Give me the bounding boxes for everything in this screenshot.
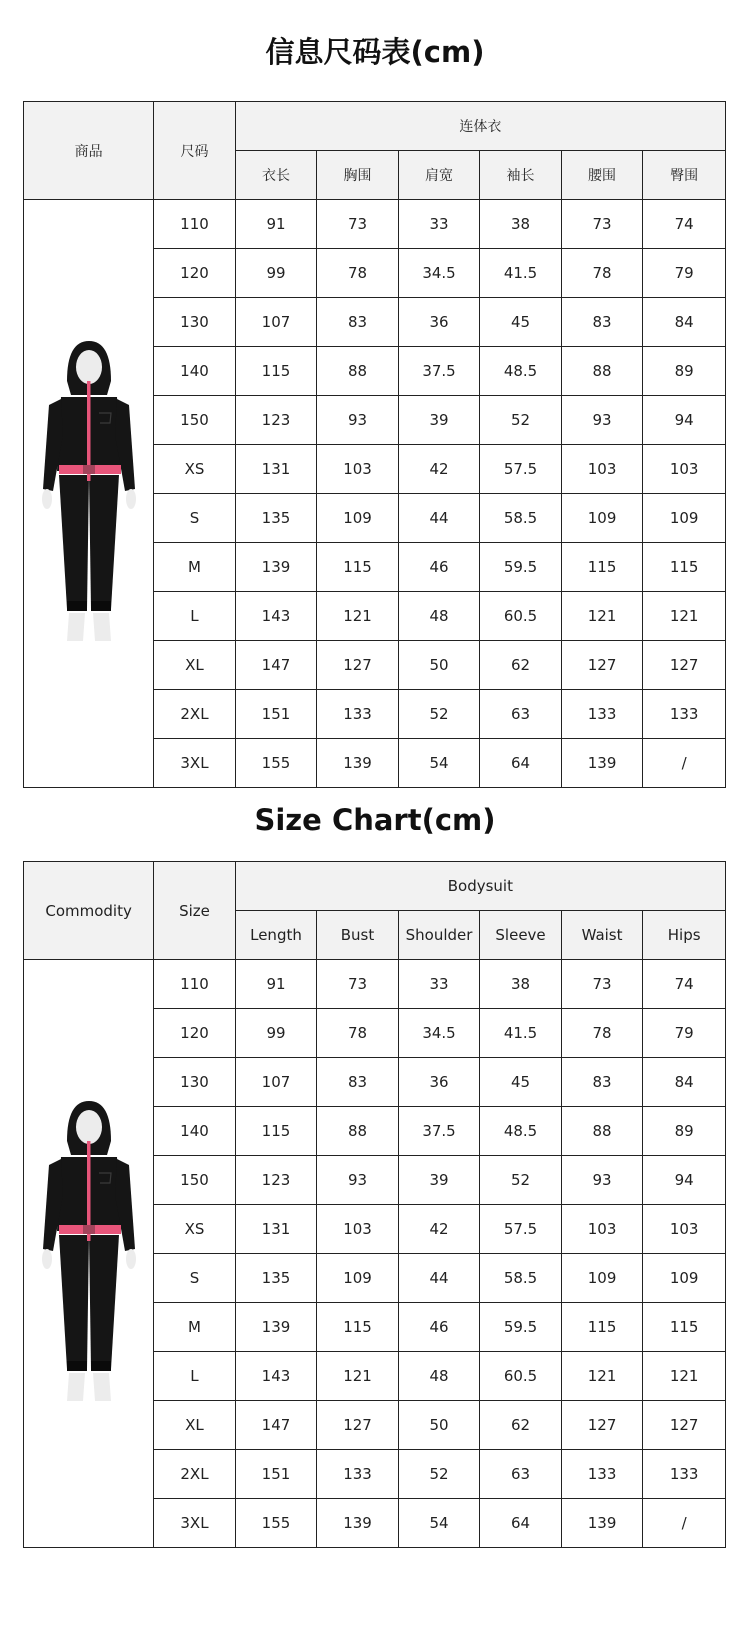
measurement-cell: 127 [643,1401,726,1450]
size-cell: 150 [154,396,236,445]
product-image-cell [24,200,154,788]
size-cell: XL [154,641,236,690]
measurement-cell: 37.5 [398,347,480,396]
commodity-header: 商品 [24,102,154,200]
measurement-cell: 63 [480,690,562,739]
measurement-cell: 94 [643,1156,726,1205]
measurement-cell: 123 [235,396,317,445]
measurement-cell: / [643,739,726,788]
measurement-cell: 45 [480,1058,562,1107]
table-row [24,200,726,249]
measurement-cell: 73 [561,960,643,1009]
size-header: 尺码 [154,102,236,200]
measurement-cell: 115 [643,1303,726,1352]
size-chart-title-cn: 信息尺码表(cm) [265,35,485,69]
measurement-cell: 143 [235,1352,317,1401]
measurement-cell: 41.5 [480,249,562,298]
measurement-cell: 93 [561,396,643,445]
size-cell: L [154,1352,236,1401]
measurement-cell: 135 [235,494,317,543]
measurement-cell: 73 [317,960,399,1009]
measurement-cell: 135 [235,1254,317,1303]
measurement-cell: 38 [480,200,562,249]
measurement-cell: 78 [561,1009,643,1058]
measurement-cell: 133 [561,1450,643,1499]
measurement-cell: 127 [561,641,643,690]
col-header-waist: Waist [561,911,643,960]
measurement-cell: 147 [235,641,317,690]
measurement-cell: 42 [398,445,480,494]
measurement-cell: 121 [561,1352,643,1401]
measurement-cell: 63 [480,1450,562,1499]
size-cell: M [154,1303,236,1352]
measurement-cell: 139 [561,739,643,788]
measurement-cell: 99 [235,249,317,298]
measurement-cell: 52 [480,396,562,445]
measurement-cell: 48 [398,592,480,641]
measurement-cell: 99 [235,1009,317,1058]
measurement-cell: 115 [317,1303,399,1352]
measurement-cell: 123 [235,1156,317,1205]
measurement-cell: 83 [561,1058,643,1107]
size-cell: S [154,1254,236,1303]
measurement-cell: 45 [480,298,562,347]
measurement-cell: 133 [643,1450,726,1499]
measurement-cell: 74 [643,200,726,249]
size-cell: XL [154,1401,236,1450]
measurement-cell: 78 [561,249,643,298]
measurement-cell: 34.5 [398,1009,480,1058]
measurement-cell: 78 [317,249,399,298]
measurement-cell: 109 [317,1254,399,1303]
measurement-cell: 103 [643,1205,726,1254]
jumpsuit-figure-image [37,1099,141,1409]
measurement-cell: 57.5 [480,1205,562,1254]
measurement-cell: 151 [235,1450,317,1499]
measurement-cell: 62 [480,1401,562,1450]
measurement-cell: 52 [398,1450,480,1499]
measurement-cell: 52 [398,690,480,739]
measurement-cell: 33 [398,960,480,1009]
measurement-cell: 133 [317,690,399,739]
size-cell: 120 [154,1009,236,1058]
measurement-cell: 131 [235,445,317,494]
col-header-shoulder: Shoulder [398,911,480,960]
measurement-cell: 94 [643,396,726,445]
col-header-hips: 臀围 [643,151,726,200]
measurement-cell: 41.5 [480,1009,562,1058]
measurement-cell: 54 [398,1499,480,1548]
measurement-cell: 151 [235,690,317,739]
size-cell: 140 [154,1107,236,1156]
measurement-cell: 58.5 [480,1254,562,1303]
measurement-cell: 121 [643,592,726,641]
measurement-cell: / [643,1499,726,1548]
measurement-cell: 33 [398,200,480,249]
measurement-cell: 109 [561,494,643,543]
size-cell: L [154,592,236,641]
size-cell: XS [154,445,236,494]
measurement-cell: 78 [317,1009,399,1058]
size-table-cn [23,101,726,788]
col-header-length: 衣长 [235,151,317,200]
measurement-cell: 57.5 [480,445,562,494]
measurement-cell: 89 [643,347,726,396]
measurement-cell: 37.5 [398,1107,480,1156]
measurement-cell: 133 [317,1450,399,1499]
size-cell: XS [154,1205,236,1254]
group-header: Bodysuit [235,862,725,911]
measurement-cell: 44 [398,494,480,543]
measurement-cell: 139 [317,1499,399,1548]
size-header: Size [154,862,236,960]
measurement-cell: 88 [317,347,399,396]
size-table-en [23,861,726,1548]
measurement-cell: 103 [317,445,399,494]
measurement-cell: 115 [643,543,726,592]
measurement-cell: 46 [398,543,480,592]
measurement-cell: 127 [317,1401,399,1450]
measurement-cell: 64 [480,739,562,788]
measurement-cell: 131 [235,1205,317,1254]
measurement-cell: 48.5 [480,1107,562,1156]
measurement-cell: 83 [317,1058,399,1107]
measurement-cell: 52 [480,1156,562,1205]
measurement-cell: 60.5 [480,592,562,641]
measurement-cell: 60.5 [480,1352,562,1401]
measurement-cell: 73 [561,200,643,249]
table-row [24,960,726,1009]
measurement-cell: 79 [643,1009,726,1058]
measurement-cell: 121 [561,592,643,641]
measurement-cell: 133 [643,690,726,739]
measurement-cell: 139 [235,543,317,592]
measurement-cell: 139 [235,1303,317,1352]
measurement-cell: 115 [561,1303,643,1352]
measurement-cell: 88 [317,1107,399,1156]
size-cell: 2XL [154,690,236,739]
measurement-cell: 121 [643,1352,726,1401]
table-header-row [24,862,726,911]
measurement-cell: 107 [235,1058,317,1107]
size-chart-title-en: Size Chart(cm) [254,803,496,837]
measurement-cell: 139 [317,739,399,788]
measurement-cell: 39 [398,1156,480,1205]
measurement-cell: 103 [643,445,726,494]
col-header-sleeve: Sleeve [480,911,562,960]
measurement-cell: 109 [561,1254,643,1303]
measurement-cell: 91 [235,960,317,1009]
measurement-cell: 109 [643,494,726,543]
col-header-sleeve: 袖长 [480,151,562,200]
measurement-cell: 93 [561,1156,643,1205]
col-header-length: Length [235,911,317,960]
size-cell: 130 [154,1058,236,1107]
col-header-shoulder: 肩宽 [398,151,480,200]
measurement-cell: 48 [398,1352,480,1401]
measurement-cell: 73 [317,200,399,249]
size-cell: 3XL [154,739,236,788]
measurement-cell: 88 [561,1107,643,1156]
measurement-cell: 121 [317,1352,399,1401]
col-header-hips: Hips [643,911,726,960]
size-cell: 2XL [154,1450,236,1499]
measurement-cell: 42 [398,1205,480,1254]
measurement-cell: 91 [235,200,317,249]
col-header-waist: 腰围 [561,151,643,200]
measurement-cell: 59.5 [480,543,562,592]
measurement-cell: 46 [398,1303,480,1352]
measurement-cell: 93 [317,1156,399,1205]
measurement-cell: 103 [317,1205,399,1254]
measurement-cell: 143 [235,592,317,641]
measurement-cell: 103 [561,445,643,494]
size-cell: 110 [154,200,236,249]
measurement-cell: 83 [561,298,643,347]
measurement-cell: 109 [317,494,399,543]
size-cell: S [154,494,236,543]
measurement-cell: 38 [480,960,562,1009]
measurement-cell: 115 [561,543,643,592]
group-header: 连体衣 [235,102,725,151]
size-cell: 3XL [154,1499,236,1548]
measurement-cell: 36 [398,1058,480,1107]
measurement-cell: 109 [643,1254,726,1303]
measurement-cell: 79 [643,249,726,298]
product-image-cell [24,960,154,1548]
measurement-cell: 127 [561,1401,643,1450]
measurement-cell: 50 [398,641,480,690]
measurement-cell: 50 [398,1401,480,1450]
measurement-cell: 34.5 [398,249,480,298]
size-cell: 130 [154,298,236,347]
measurement-cell: 48.5 [480,347,562,396]
jumpsuit-figure-image [37,339,141,649]
measurement-cell: 83 [317,298,399,347]
size-cell: 110 [154,960,236,1009]
measurement-cell: 115 [235,347,317,396]
table-header-row [24,102,726,151]
measurement-cell: 127 [317,641,399,690]
measurement-cell: 84 [643,1058,726,1107]
measurement-cell: 133 [561,690,643,739]
measurement-cell: 89 [643,1107,726,1156]
measurement-cell: 58.5 [480,494,562,543]
measurement-cell: 39 [398,396,480,445]
measurement-cell: 84 [643,298,726,347]
size-cell: 140 [154,347,236,396]
commodity-header: Commodity [24,862,154,960]
size-cell: 120 [154,249,236,298]
measurement-cell: 62 [480,641,562,690]
measurement-cell: 155 [235,1499,317,1548]
measurement-cell: 107 [235,298,317,347]
measurement-cell: 54 [398,739,480,788]
measurement-cell: 139 [561,1499,643,1548]
measurement-cell: 36 [398,298,480,347]
measurement-cell: 147 [235,1401,317,1450]
measurement-cell: 115 [317,543,399,592]
measurement-cell: 115 [235,1107,317,1156]
size-cell: M [154,543,236,592]
measurement-cell: 103 [561,1205,643,1254]
measurement-cell: 155 [235,739,317,788]
col-header-bust: Bust [317,911,399,960]
measurement-cell: 93 [317,396,399,445]
measurement-cell: 74 [643,960,726,1009]
measurement-cell: 44 [398,1254,480,1303]
measurement-cell: 127 [643,641,726,690]
size-cell: 150 [154,1156,236,1205]
measurement-cell: 88 [561,347,643,396]
measurement-cell: 64 [480,1499,562,1548]
col-header-bust: 胸围 [317,151,399,200]
measurement-cell: 121 [317,592,399,641]
measurement-cell: 59.5 [480,1303,562,1352]
